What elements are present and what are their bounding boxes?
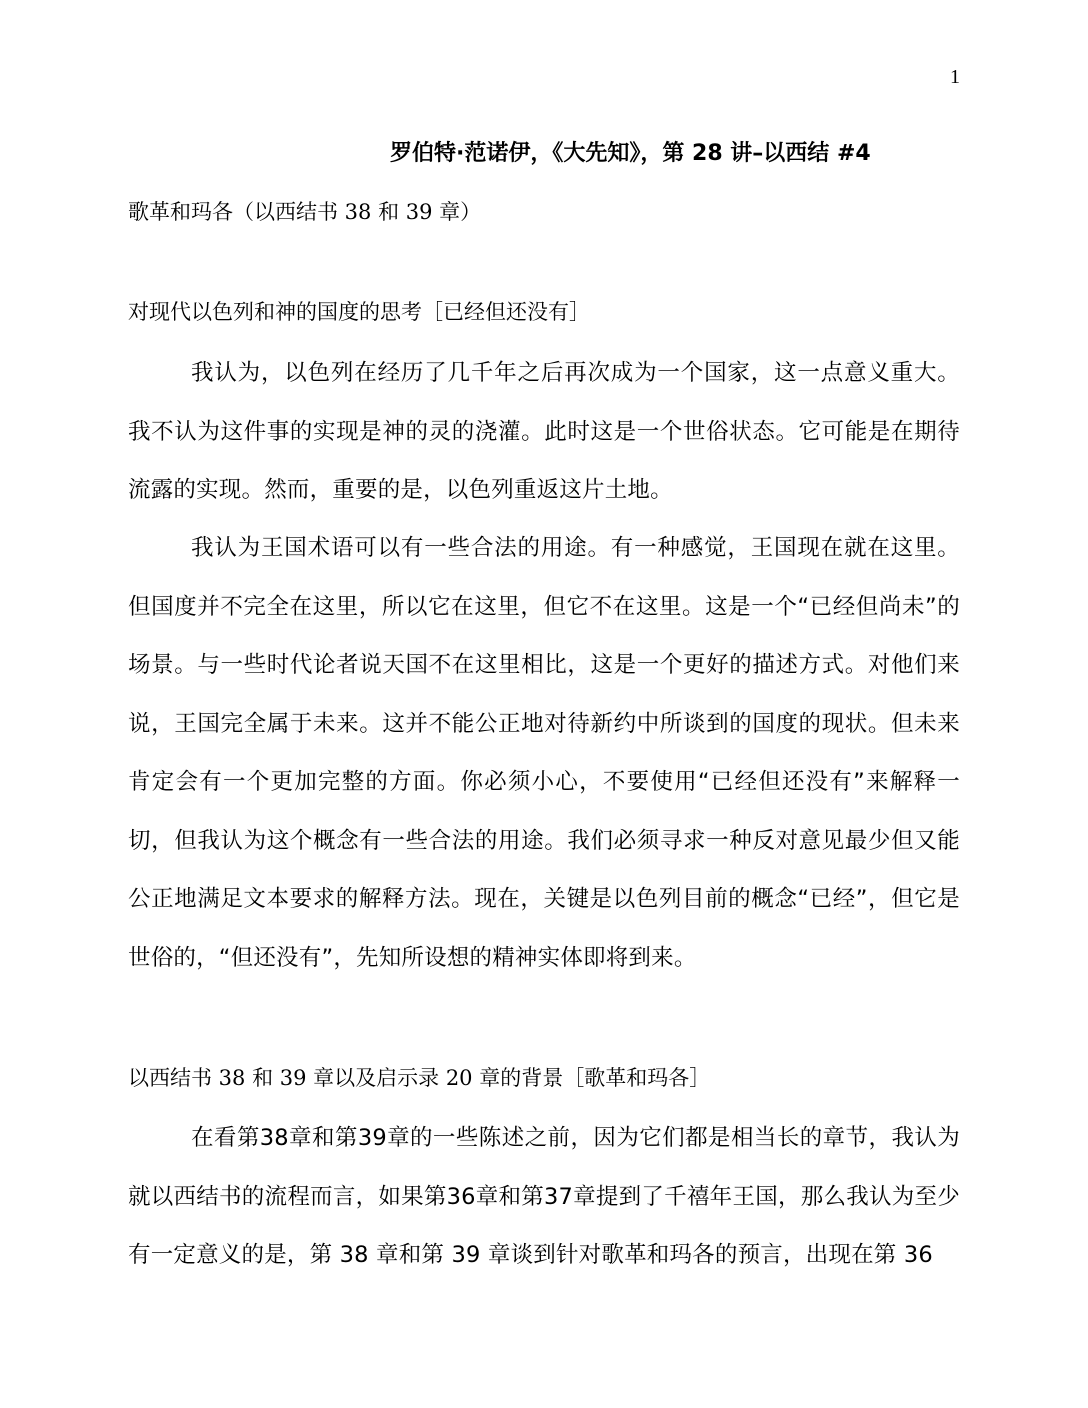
lecture-title: 罗伯特·范诺伊，《大先知》，第 28 讲–以西结 #4 [390,141,871,166]
heading-reflection: 对现代以色列和神的国度的思考［已经但还没有］ [128,300,590,324]
page-number: 1 [950,66,960,88]
paragraph-kingdom-terms: 我认为王国术语可以有一些合法的用途。有一种感觉，王国现在就在这里。但国度并不完全在这里，所以它在这里，但它不在这里。这是一个“已经但尚未”的场景。与一些时代论者说天国不在这里相比，这是一个更好的描述方式。对他们来说，王国完全属于未来。这并不能公正地对待新约中所谈到的国度的现状。但未来肯定会有一个更加完整的方面。你必须小心，不要使用“已经但还没有”来解释一切，但我认为这个概念有一些合法的用途。我们必须寻求一种反对意见最少但又能公正地满足文本要求的解释方法。现在，关键是以色列目前的概念“已经”，但它是世俗的，“但还没有”，先知所设想的精神实体即将到来。 [128,535,960,971]
paragraph-chapters-38-39: 在看第38章和第39章的一些陈述之前，因为它们都是相当长的章节，我认为就以西结书的流程而言，如果第36章和第37章提到了千禧年王国，那么我认为至少有一定意义的是，第 38 章和第 39 章谈到针对歌革和玛各的预言，出现在第 36 [128,1125,960,1268]
heading-background: 以西结书 38 和 39 章以及启示录 20 章的背景［歌革和玛各］ [128,1066,711,1090]
section-title: 歌革和玛各（以西结书 38 和 39 章） [128,200,482,224]
paragraph-israel-nation: 我认为，以色列在经历了几千年之后再次成为一个国家，这一点意义重大。我不认为这件事的实现是神的灵的浇灌。此时这是一个世俗状态。它可能是在期待流露的实现。然而，重要的是，以色列重返这片土地。 [128,360,960,503]
